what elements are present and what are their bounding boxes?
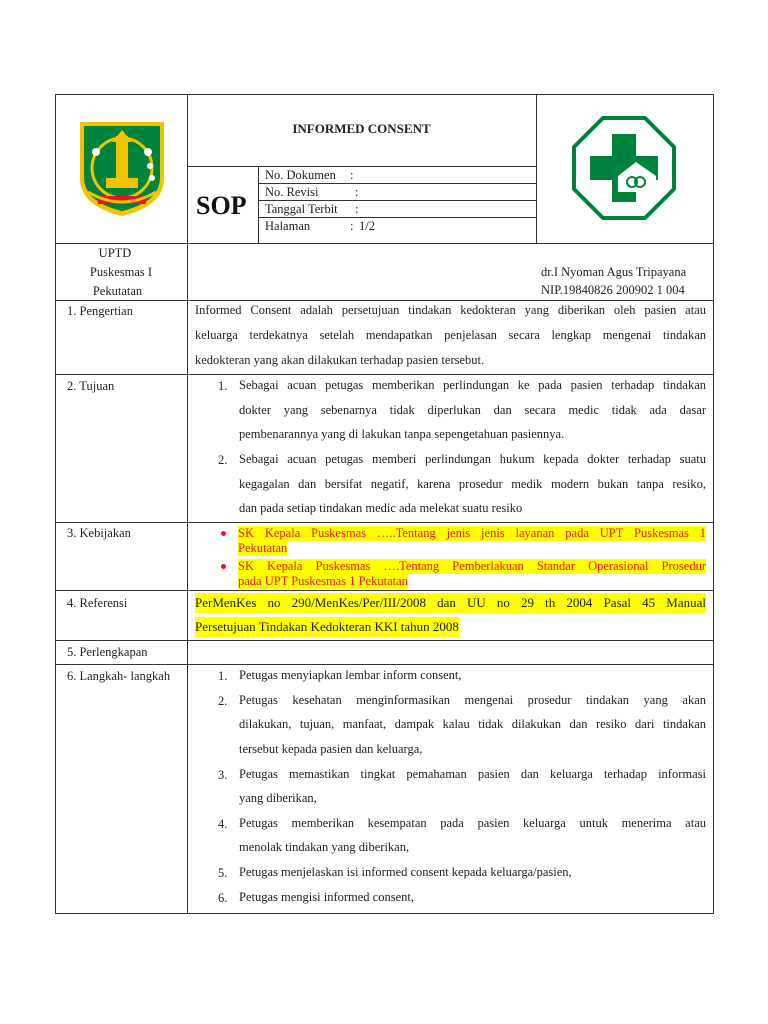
bullet-icon: [221, 531, 226, 536]
section-label-perlengkapan: 5. Perlengkapan: [67, 645, 148, 659]
policy-line: pada UPT Puskesmas 1 Pekutatan: [238, 574, 408, 588]
section-label-referensi: 4. Referensi: [67, 596, 128, 610]
field-sep: :: [355, 202, 359, 216]
org-line-1: UPTD: [98, 246, 132, 260]
list-line: menolak tindakan yang diberikan,: [239, 840, 410, 854]
list-line: Petugas memberikan kesempatan pada pasien keluarga untuk menerima atau: [239, 816, 706, 830]
list-line: Petugas menjelaskan isi informed consent kepada keluarga/pasien,: [239, 865, 572, 879]
official-nip: NIP.19840826 200902 1 004: [541, 283, 685, 297]
list-number: 2.: [218, 694, 228, 708]
list-number: 1.: [218, 669, 228, 683]
official-name: dr.I Nyoman Agus Tripayana: [541, 265, 687, 279]
field-value: 1/2: [359, 219, 375, 233]
list-number: 3.: [218, 768, 228, 782]
policy-line: Pekutatan: [238, 541, 288, 555]
field-sep: :: [350, 219, 354, 233]
list-line: Petugas kesehatan menginformasikan mengenai prosedur tindakan yang akan: [239, 693, 706, 707]
health-cross-icon: [570, 114, 678, 222]
field-label: Halaman: [265, 219, 311, 233]
list-line: dokter yang sebenarnya tidak diperlukan dan secara medic tidak ada dasar: [239, 403, 706, 417]
section-label-tujuan: 2. Tujuan: [67, 379, 115, 393]
field-label: Tanggal Terbit: [265, 202, 338, 216]
list-line: Sebagai acuan petugas memberikan perlindungan ke pada pasien terhadap tindakan: [239, 378, 706, 392]
list-line: Sebagai acuan petugas memberi perlindungan hukum kepada dokter terhadap suatu: [239, 452, 706, 466]
sop-label: SOP: [196, 191, 247, 220]
policy-line: SK Kepala Puskesmas ….Tentang Pemberlakuan Standar Operasional Prosedur: [238, 559, 706, 573]
list-number: 6.: [218, 891, 228, 905]
list-line: yang diberikan,: [239, 791, 317, 805]
policy-line: SK Kepala Puskesmas …..Tentang jenis jenis layanan pada UPT Puskesmas 1: [238, 526, 706, 540]
field-label: No. Dokumen: [265, 168, 336, 182]
field-label: No. Revisi: [265, 185, 319, 199]
list-line: Petugas memastikan tingkat pemahaman pasien dan keluarga terhadap informasi: [239, 767, 706, 781]
list-line: pembenarannya yang di lakukan tanpa sepengetahuan pasiennya.: [239, 427, 565, 441]
list-number: 4.: [218, 817, 228, 831]
bullet-icon: [221, 564, 226, 569]
list-line: tersebut kepada pasien dan keluarga,: [239, 742, 423, 756]
section-label-pengertian: 1. Pengertian: [67, 304, 133, 318]
org-line-2: Puskesmas I: [89, 265, 153, 279]
paragraph-line: kedokteran yang akan dilakukan terhadap pasien tersebut.: [195, 353, 485, 367]
regional-emblem-icon: [66, 108, 178, 220]
list-number: 1.: [218, 379, 228, 393]
field-sep: :: [355, 185, 359, 199]
reference-line: PerMenKes no 290/MenKes/Per/III/2008 dan UU no 29 th 2004 Pasal 45 Manual: [195, 593, 706, 613]
document-title: INFORMED CONSENT: [292, 121, 431, 136]
reference-line: Persetujuan Tindakan Kedokteran KKI tahun 2008: [195, 617, 459, 637]
list-line: dilakukan, tujuan, manfaat, dampak kalau tidak dilakukan dan resiko dari tindakan: [239, 717, 706, 731]
field-sep: :: [350, 168, 354, 182]
list-number: 5.: [218, 866, 228, 880]
paragraph-line: keluarga terdekatnya setelah mendapatkan penjelasan secara lengkap mengenai tindakan: [195, 328, 706, 342]
list-line: Petugas menyiapkan lembar inform consent,: [239, 668, 462, 682]
list-line: kegagalan dan bersifat negatif, karena prosedur medik modern bukan tanpa resiko,: [239, 477, 706, 491]
section-label-langkah: 6. Langkah- langkah: [67, 669, 171, 683]
org-line-3: Pekutatan: [92, 284, 143, 298]
section-label-kebijakan: 3. Kebijakan: [67, 526, 131, 540]
list-number: 2.: [218, 453, 228, 467]
list-line: dan pada setiap tindakan medic ada melekat suatu resiko: [239, 501, 523, 515]
list-line: Petugas mengisi informed consent,: [239, 890, 414, 904]
paragraph-line: Informed Consent adalah persetujuan tindakan kedokteran yang diberikan oleh pasien atau: [195, 303, 706, 317]
